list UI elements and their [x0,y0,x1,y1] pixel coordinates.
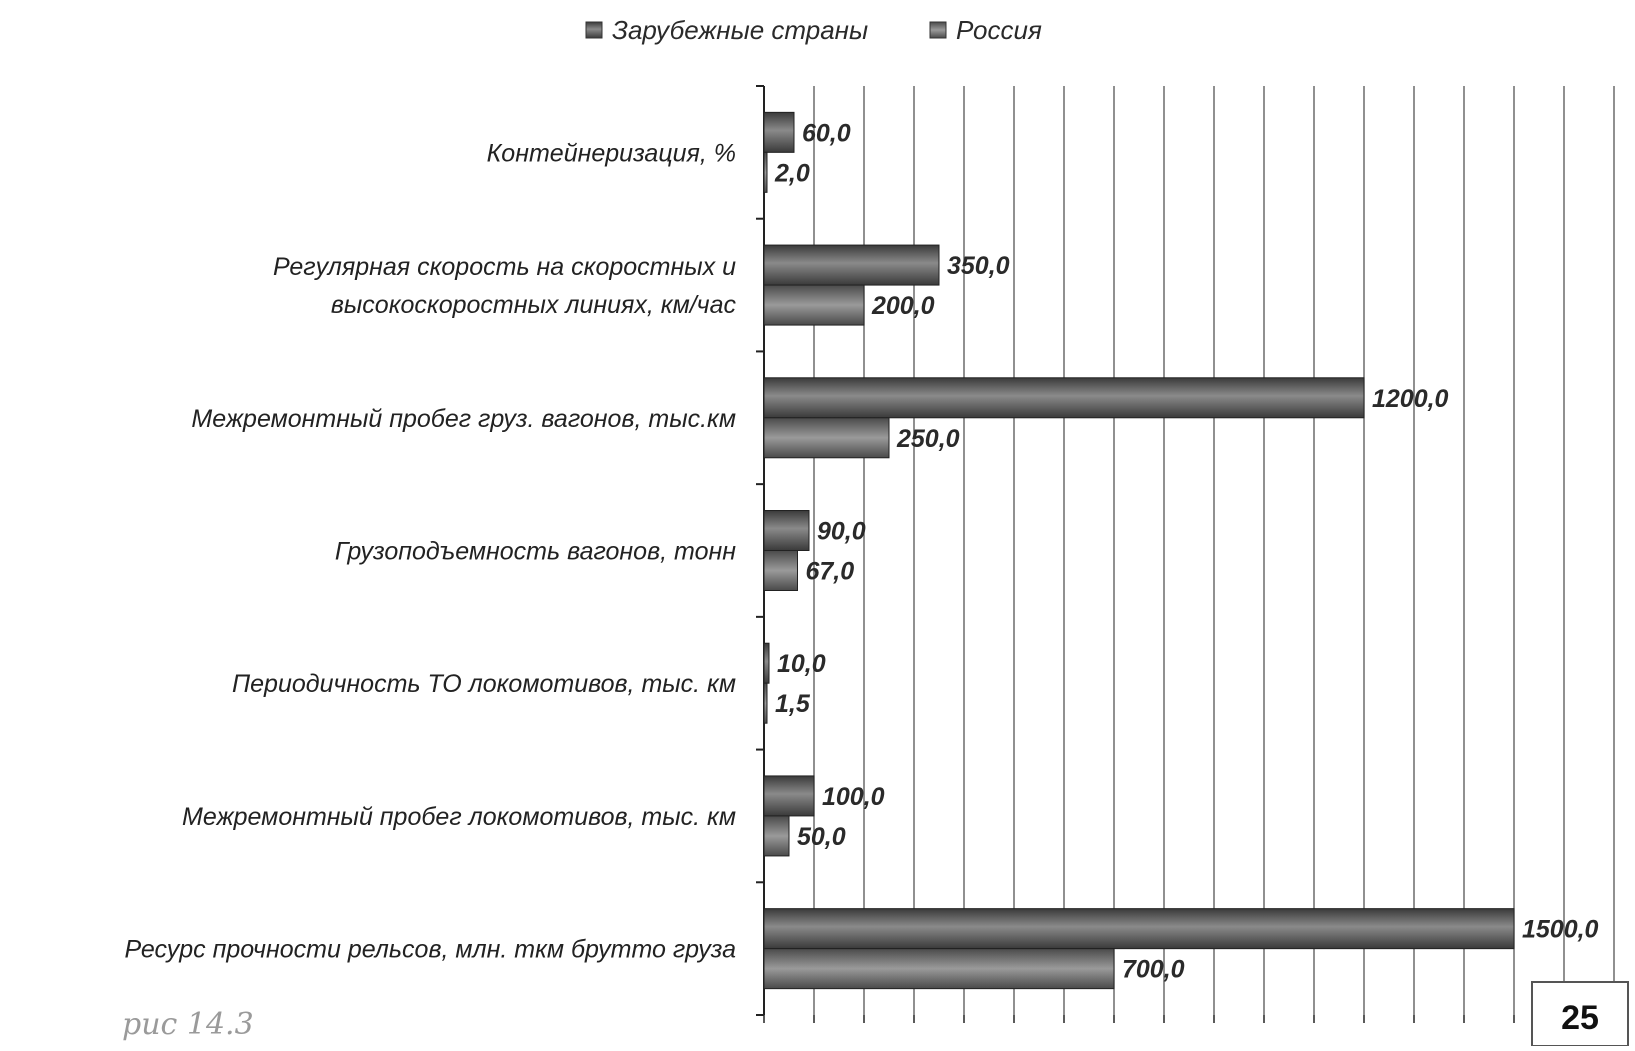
value-label-russia: 2,0 [775,159,810,188]
bar-foreign [764,112,794,152]
value-label-foreign: 90,0 [817,517,866,546]
bar-russia [764,683,767,723]
bar-foreign [764,909,1514,949]
bar-russia [764,152,767,192]
y-axis [756,86,1614,1023]
legend [586,15,1042,45]
value-label-foreign: 60,0 [802,119,851,148]
bar-foreign [764,245,939,285]
category-labels [125,139,737,963]
legend-label-russia: Россия [956,15,1042,45]
category-label: Периодичность ТО локомотивов, тыс. км [232,670,736,699]
bars [764,112,1514,988]
legend-swatch-foreign [586,22,602,38]
bar-russia [764,551,798,591]
bar-foreign [764,776,814,816]
category-label: Межремонтный пробег груз. вагонов, тыс.км [191,404,736,433]
bar-russia [764,418,889,458]
value-label-foreign: 1200,0 [1372,384,1449,413]
bar-russia [764,285,864,325]
value-label-russia: 50,0 [797,822,846,851]
value-label-russia: 67,0 [805,557,855,586]
page-number-box [1532,982,1628,1046]
value-label-russia: 1,5 [775,690,810,719]
bar-russia [764,816,789,856]
category-label: Грузоподъемность вагонов, тонн [334,537,736,566]
category-label: Межремонтный пробег локомотивов, тыс. км [182,802,736,831]
value-label-russia: 200,0 [872,292,935,321]
value-label-foreign: 350,0 [947,252,1010,281]
page-number: 25 [1561,999,1599,1037]
category-label: Контейнеризация, % [486,139,736,168]
legend-label-foreign: Зарубежные страны [612,15,869,45]
category-label: Регулярная скорость на скоростных и [272,253,736,282]
bar-foreign [764,378,1364,418]
value-label-foreign: 10,0 [777,650,826,679]
category-label: высокоскоростных линиях, км/час [330,291,736,320]
handwritten-figure-note: рис 14.3 [122,1007,254,1042]
bar-russia [764,949,1114,989]
legend-swatch-russia [930,22,946,38]
bar-foreign [764,511,809,551]
value-label-russia: 250,0 [897,424,960,453]
category-label: Ресурс прочности рельсов, млн. ткм брутто груза [124,935,736,964]
gridlines [764,86,1614,1015]
value-label-foreign: 100,0 [822,782,885,811]
value-label-russia: 700,0 [1122,955,1185,984]
value-label-foreign: 1500,0 [1522,915,1599,944]
bar-foreign [764,643,769,683]
